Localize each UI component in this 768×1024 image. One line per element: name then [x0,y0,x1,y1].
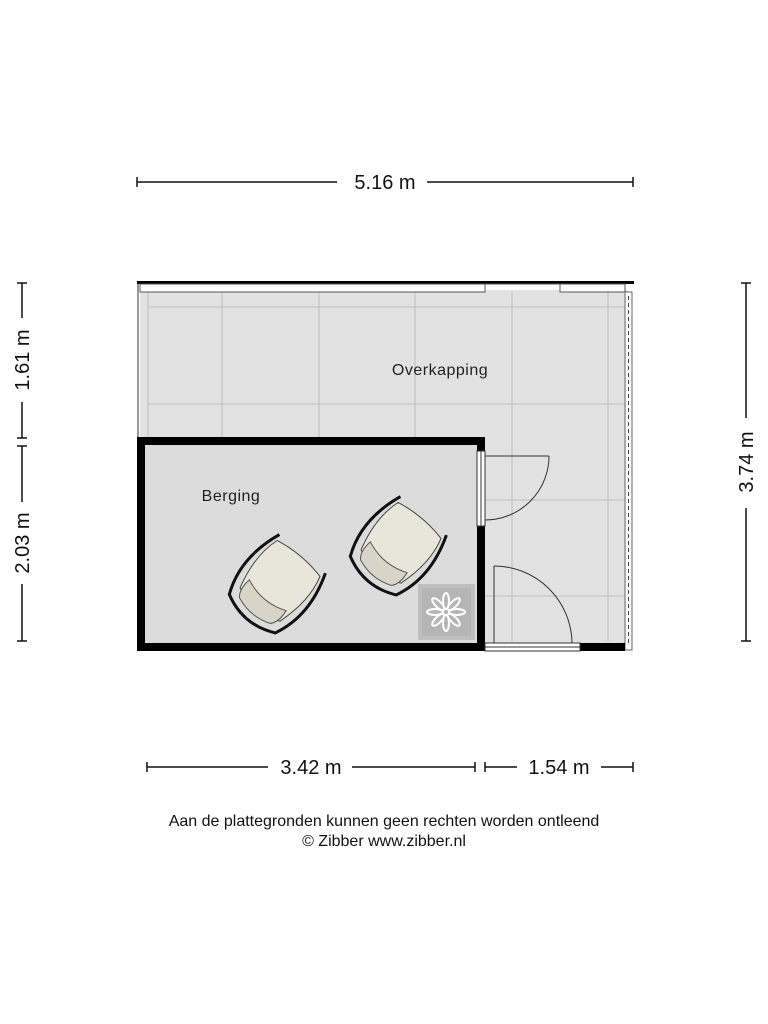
footer [0,812,768,852]
copyright-text: © Zibber www.zibber.nl [302,833,466,850]
overkapping-right-edge [625,292,632,650]
room-label-overkapping: Overkapping [391,362,489,379]
dimension-bottom-left-label: 3.42 m [280,757,342,779]
room-label-berging: Berging [201,488,261,505]
fan-unit [418,584,475,640]
dimension-right-label: 3.74 m [736,431,758,493]
dimension-left-lower-label: 2.03 m [12,512,34,574]
disclaimer-text: Aan de plattegronden kunnen geen rechten worden ontleend [168,813,600,830]
dimension-top-label: 5.16 m [354,172,416,194]
dimension-left-upper-label: 1.61 m [12,329,34,391]
dimension-bottom-right-label: 1.54 m [528,757,590,779]
